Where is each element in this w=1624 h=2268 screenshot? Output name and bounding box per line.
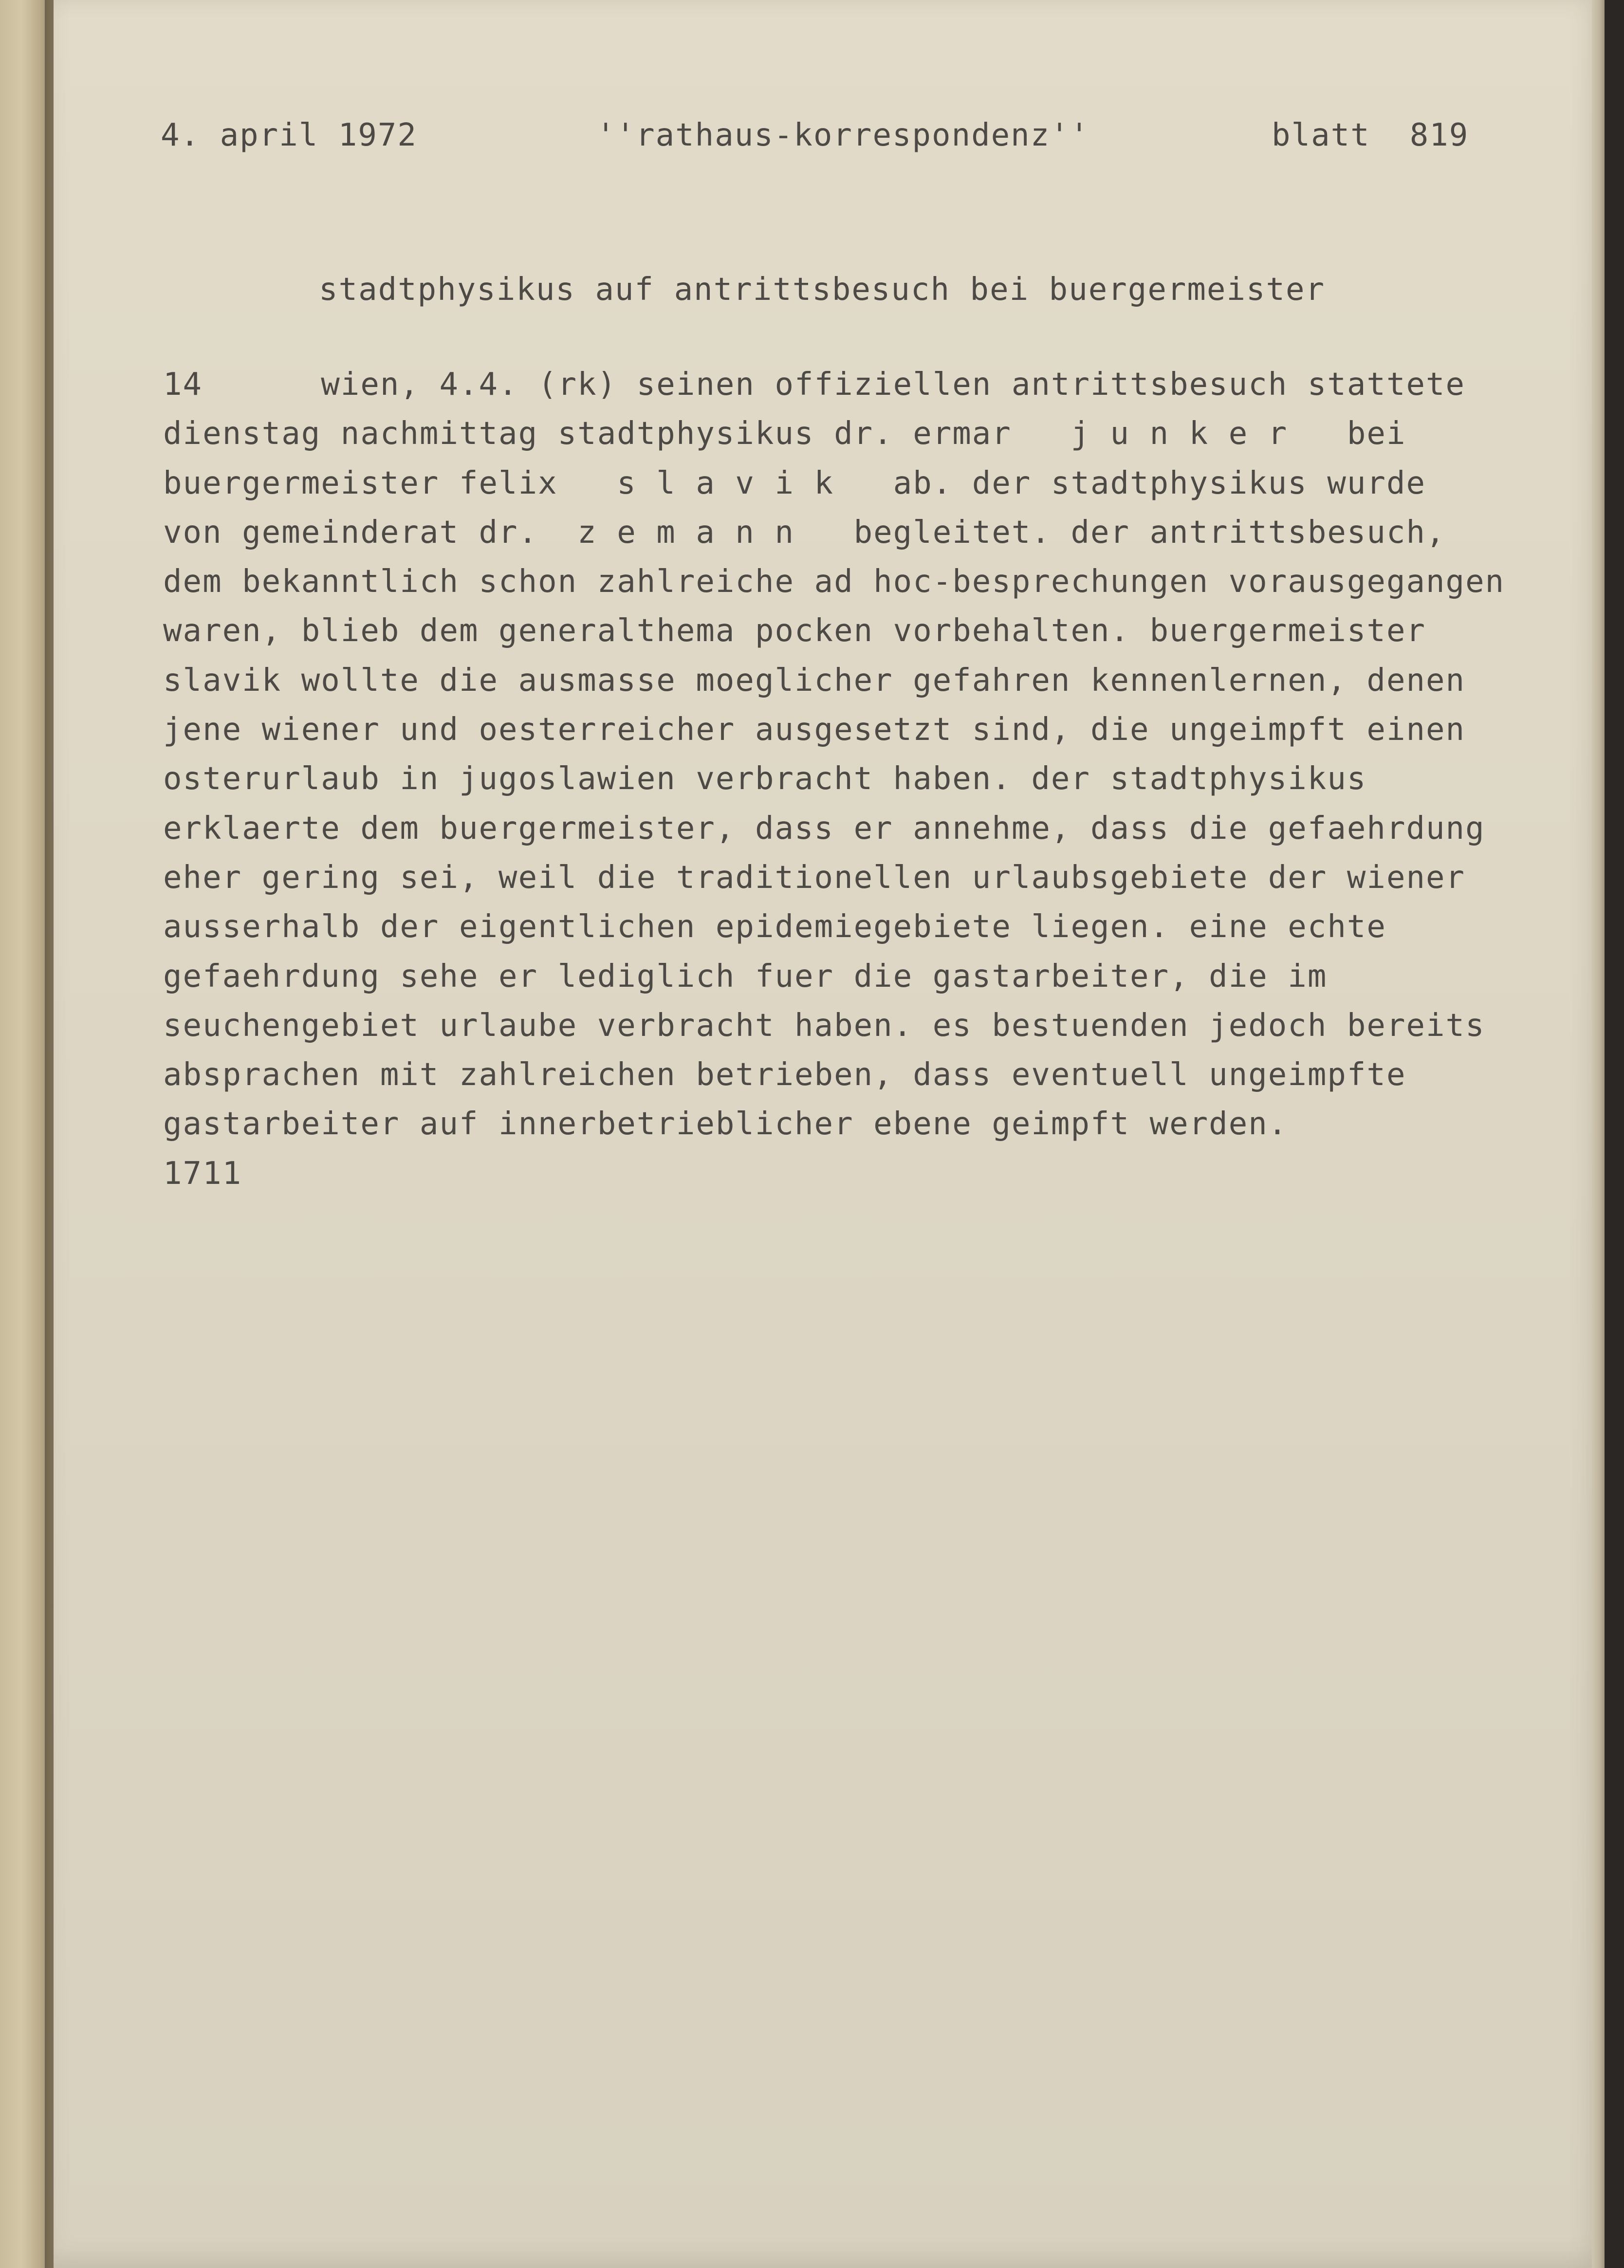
body-line: dienstag nachmittag stadtphysikus dr. ermar j u n k e r bei	[163, 416, 1406, 452]
body-line: gastarbeiter auf innerbetrieblicher ebene geimpft werden.	[163, 1106, 1288, 1143]
background-border	[1605, 0, 1624, 2268]
body-line: jene wiener und oesterreicher ausgesetzt sind, die ungeimpft einen	[163, 712, 1466, 748]
header-date: 4. april 1972	[161, 117, 417, 153]
header-source: ''rathaus-korrespondenz''	[596, 117, 1090, 153]
header-sheet-number: blatt 819	[1272, 117, 1469, 153]
body-line: ausserhalb der eigentlichen epidemiegebiete liegen. eine echte	[163, 909, 1386, 945]
body-line: 14 wien, 4.4. (rk) seinen offiziellen antrittsbesuch stattete	[163, 367, 1466, 403]
body-line: von gemeinderat dr. z e m a n n begleitet. der antrittsbesuch,	[163, 514, 1446, 551]
body-line: eher gering sei, weil die traditionellen urlaubsgebiete der wiener	[163, 859, 1466, 896]
article-title: stadtphysikus auf antrittsbesuch bei buergermeister	[319, 272, 1326, 308]
article-body	[163, 360, 1505, 1199]
body-line: seuchengebiet urlaube verbracht haben. es bestuenden jedoch bereits	[163, 1007, 1485, 1044]
body-line: absprachen mit zahlreichen betrieben, dass eventuell ungeimpfte	[163, 1057, 1406, 1093]
body-line: osterurlaub in jugoslawien verbracht haben. der stadtphysikus	[163, 761, 1367, 797]
body-line: gefaehrdung sehe er lediglich fuer die gastarbeiter, die im	[163, 958, 1328, 995]
body-line: slavik wollte die ausmasse moeglicher gefahren kennenlernen, denen	[163, 662, 1466, 699]
reference-number: 1711	[163, 1155, 242, 1192]
body-line: waren, blieb dem generalthema pocken vorbehalten. buergermeister	[163, 613, 1426, 649]
body-line: dem bekanntlich schon zahlreiche ad hoc-besprechungen vorausgegangen	[163, 564, 1505, 600]
body-line: erklaerte dem buergermeister, dass er annehme, dass die gefaehrdung	[163, 810, 1485, 847]
body-line: buergermeister felix s l a v i k ab. der stadtphysikus wurde	[163, 465, 1426, 501]
page-edge	[1592, 0, 1605, 2268]
